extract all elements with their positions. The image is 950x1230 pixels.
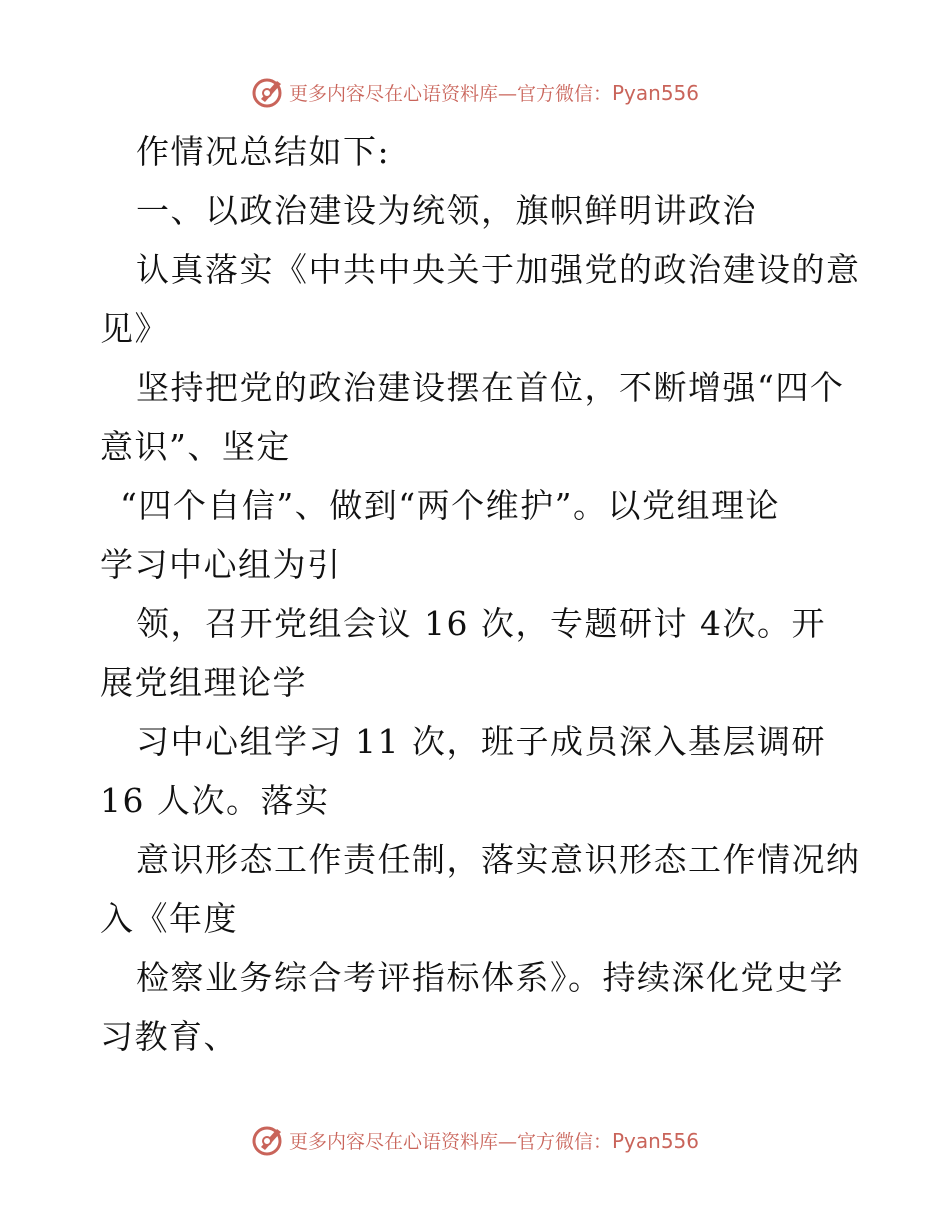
paragraph-line: 领，召开党组会议 16 次，专题研讨 4次。开 [136, 604, 826, 643]
paragraph-line: 作情况总结如下: [136, 132, 391, 171]
wechat-id: Pyan556 [612, 80, 700, 105]
watermark-text: 更多内容尽在心语资料库—官方微信：Pyan556 [288, 1128, 700, 1153]
section-heading: 一、以政治建设为统领，旗帜鲜明讲政治 [136, 191, 757, 230]
paragraph-line: 学习中心组为引 [100, 545, 342, 584]
paragraph-line: 认真落实《中共中央关于加强党的政治建设的意 [136, 250, 861, 289]
document-body [100, 122, 860, 1066]
pen-logo-icon [251, 1123, 285, 1157]
paragraph-line: 入《年度 [100, 899, 238, 938]
wechat-id: Pyan556 [612, 1128, 700, 1153]
paragraph-line: 坚持把党的政治建设摆在首位，不断增强“四个 [136, 368, 845, 407]
watermark-text: 更多内容尽在心语资料库—官方微信：Pyan556 [288, 80, 700, 105]
paragraph-line: 意识”、坚定 [100, 427, 291, 466]
paragraph-line: 见》 [100, 309, 169, 348]
paragraph-line: 16 人次。落实 [100, 781, 330, 820]
paragraph-line: 意识形态工作责任制，落实意识形态工作情况纳 [136, 840, 861, 879]
paragraph-line: 习教育、 [100, 1017, 238, 1056]
watermark-header [0, 72, 950, 112]
paragraph-line: 习中心组学习 11 次，班子成员深入基层调研 [136, 722, 826, 761]
pen-logo-icon [251, 75, 285, 109]
paragraph-line: 检察业务综合考评指标体系》。持续深化党史学 [136, 958, 844, 997]
watermark-footer [0, 1120, 950, 1160]
paragraph-line: 展党组理论学 [100, 663, 307, 702]
paragraph-line: “四个自信”、做到“两个维护”。以党组理论 [120, 486, 780, 525]
